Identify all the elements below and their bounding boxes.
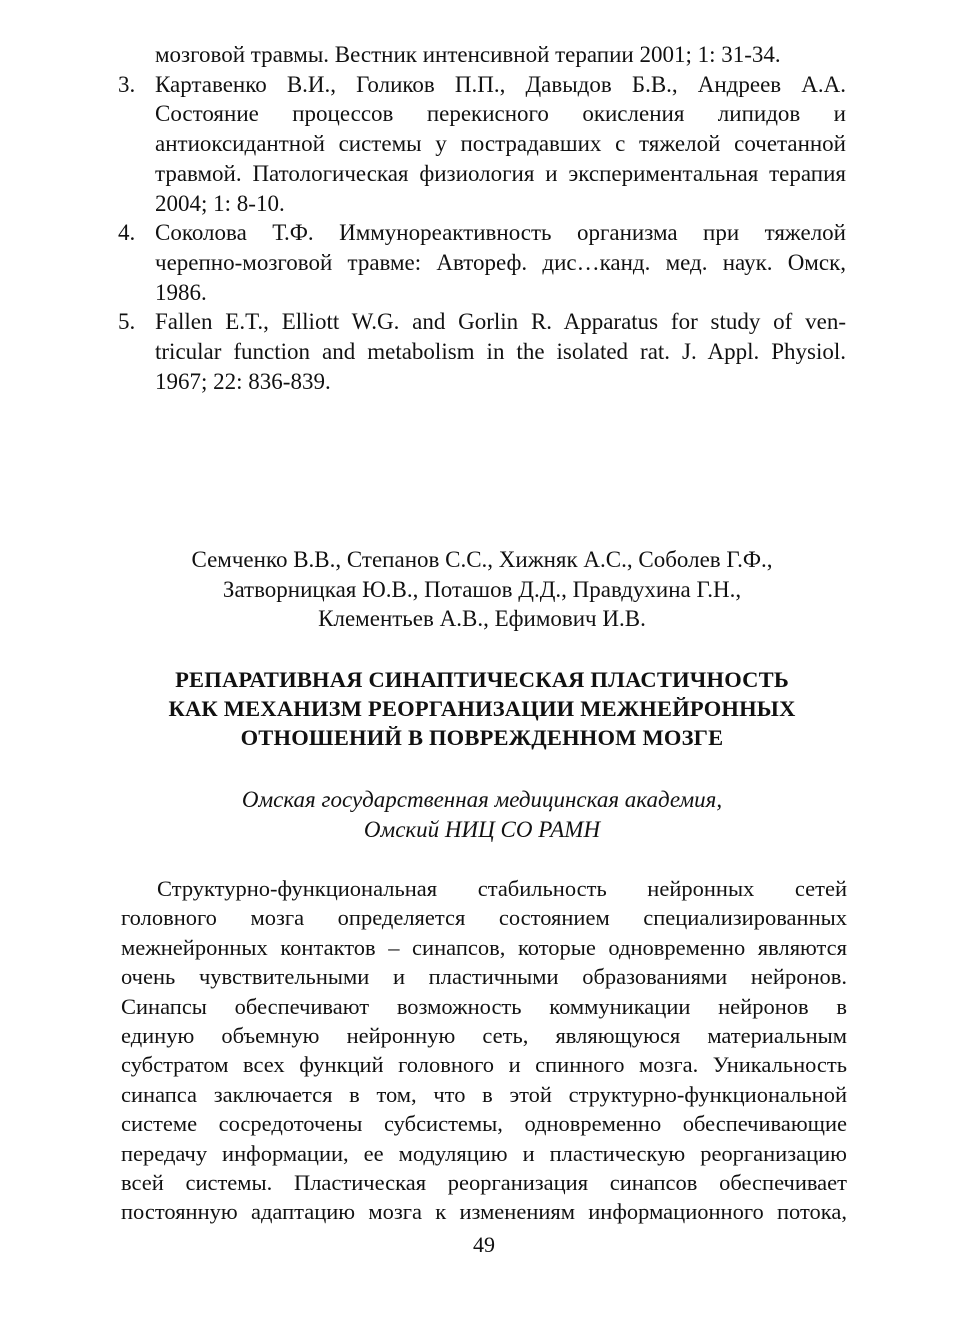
reference-item-5 — [118, 307, 846, 396]
affiliation-line: Омский НИЦ СО РАМН — [363, 817, 601, 842]
title-line: ОТНОШЕНИЙ В ПОВРЕЖДЕННОМ МОЗГЕ — [240, 725, 724, 750]
reference-continuation-line: мозговой травмы. Вестник интенсивной терапии 2001; 1: 31-34. — [155, 42, 781, 67]
reference-number: 5. — [118, 309, 136, 335]
reference-line: Состояние процессов перекисного окисления липидов и — [155, 101, 846, 127]
article-affiliation — [118, 785, 846, 845]
reference-list — [118, 40, 846, 396]
reference-number: 4. — [118, 220, 136, 246]
reference-line: tricular function and metabolism in the isolated rat. J. Appl. Physiol. — [155, 339, 846, 365]
body-line: постоянную адаптацию мозга к изменениям информационного потока, — [121, 1199, 847, 1225]
body-line: очень чувствительными и пластичными образованиями нейронов. — [121, 964, 847, 990]
reference-number: 3. — [118, 71, 136, 97]
reference-line: травмой. Патологическая физиология и экспериментальная терапия — [155, 160, 846, 186]
body-line: системе сосредоточены субсистемы, одновременно обеспечивающие — [121, 1111, 847, 1137]
reference-text — [155, 307, 846, 396]
reference-continuation — [155, 40, 846, 70]
affiliation-line: Омская государственная медицинская академия, — [241, 787, 723, 812]
body-line: Структурно-функциональная стабильность нейронных сетей — [157, 876, 847, 901]
body-line: межнейронных контактов – синапсов, которые одновременно являются — [121, 934, 847, 960]
reference-item-4 — [118, 218, 846, 307]
reference-line: 1967; 22: 836-839. — [155, 368, 331, 394]
body-line: синапса заключается в том, что в этой структурно-функциональной — [121, 1081, 847, 1107]
body-line: передачу информации, ее модуляцию и пластическую реорганизацию — [121, 1140, 847, 1166]
reference-text — [155, 218, 846, 307]
reference-line: 1986. — [155, 279, 207, 305]
article-authors — [118, 545, 846, 634]
reference-line: антиоксидантной системы у пострадавших с тяжелой сочетанной — [155, 131, 846, 157]
body-line: Синапсы обеспечивают возможность коммуникации нейронов в — [121, 993, 847, 1019]
reference-line: Соколова Т.Ф. Иммунореактивность организма при тяжелой — [155, 220, 846, 246]
body-line: всей системы. Пластическая реорганизация синапсов обеспечивает — [121, 1170, 847, 1196]
body-line: единую объемную нейронную сеть, являющуюся материальным — [121, 1023, 847, 1049]
reference-line: Fallen E.T., Elliott W.G. and Gorlin R. Apparatus for study of ven- — [155, 309, 846, 335]
body-line: головного мозга определяется состоянием специализированных — [121, 905, 847, 931]
title-line: РЕПАРАТИВНАЯ СИНАПТИЧЕСКАЯ ПЛАСТИЧНОСТЬ — [175, 667, 789, 692]
article-body-paragraph — [121, 874, 847, 1227]
title-line: КАК МЕХАНИЗМ РЕОРГАНИЗАЦИИ МЕЖНЕЙРОННЫХ — [168, 696, 796, 721]
authors-line: Клементьев А.В., Ефимович И.В. — [318, 606, 646, 631]
reference-line: Картавенко В.И., Голиков П.П., Давыдов Б.В., Андреев А.А. — [155, 71, 846, 97]
authors-line: Затворницкая Ю.В., Поташов Д.Д., Правдухина Г.Н., — [222, 576, 742, 602]
reference-line: черепно-мозговой травме: Автореф. дис…канд. мед. наук. Омск, — [155, 249, 846, 275]
reference-line: 2004; 1: 8-10. — [155, 190, 285, 216]
authors-line: Семченко В.В., Степанов С.С., Хижняк А.С., Соболев Г.Ф., — [191, 547, 773, 572]
page-number: 49 — [473, 1232, 495, 1257]
article-title — [118, 665, 846, 752]
reference-text — [155, 70, 846, 219]
reference-item-3 — [118, 70, 846, 219]
body-line: субстратом всех функций головного и спинного мозга. Уникальность — [121, 1052, 847, 1078]
